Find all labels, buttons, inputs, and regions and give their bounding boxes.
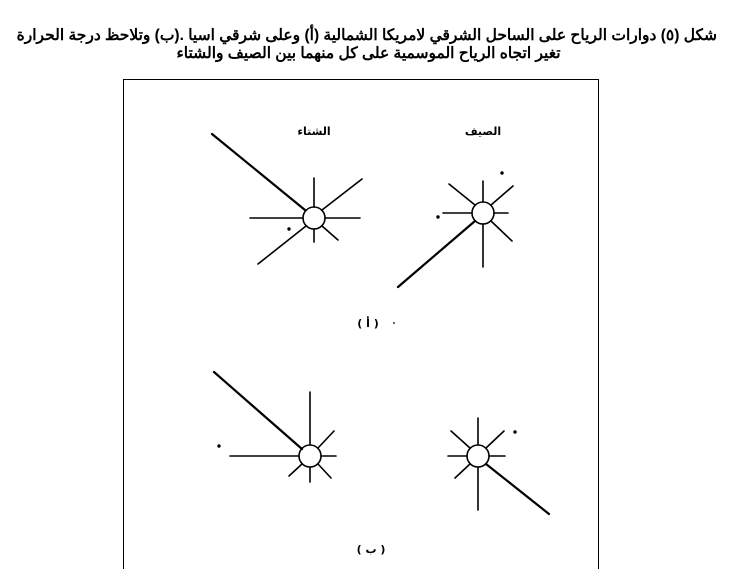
panel-a-label: ( أ ) <box>357 317 379 330</box>
dot-mark <box>514 431 516 433</box>
wind-arm-ne <box>318 431 334 448</box>
wind-rose-b-summer <box>448 418 549 514</box>
summer-label: الصيف <box>464 125 502 138</box>
wind-arm-sw <box>455 464 470 478</box>
wind-arm-nw <box>451 431 470 448</box>
wind-arm-se <box>491 221 512 241</box>
wind-arm-se <box>486 464 549 514</box>
dot-mark <box>288 228 290 230</box>
wind-rose-a-summer <box>398 172 513 287</box>
wind-arm-ne <box>322 179 362 210</box>
dot-mark <box>393 322 395 324</box>
dot-mark <box>437 216 439 218</box>
wind-arm-sw <box>289 464 302 476</box>
wind-arm-ne <box>486 431 504 448</box>
wind-arm-nw <box>449 184 475 205</box>
wind-arm-nw <box>212 134 305 210</box>
wind-arm-ne <box>491 186 513 205</box>
wind-arm-se <box>318 464 331 478</box>
wind-rose-b-winter <box>214 372 336 482</box>
wind-arm-sw <box>398 221 475 287</box>
wind-arm-se <box>322 226 338 240</box>
dot-mark <box>501 172 503 174</box>
panel-b-label: ( ب ) <box>356 543 386 556</box>
wind-arm-nw <box>214 372 302 449</box>
caption-line-1: شكل (٥) دوارات الرياح على الساحل الشرقي لامريكا الشمالية (أ) وعلى شرقي اسيا .(ب) وتلاحظ درجة الحرارة <box>16 27 717 44</box>
dot-mark <box>218 445 220 447</box>
wind-arm-sw <box>258 226 306 264</box>
caption-line-2: تغير اتجاه الرياح الموسمية على كل منهما بين الصيف والشتاء <box>176 45 561 62</box>
winter-label: الشتاء <box>297 125 331 138</box>
wind-rose-a-winter <box>212 134 362 264</box>
